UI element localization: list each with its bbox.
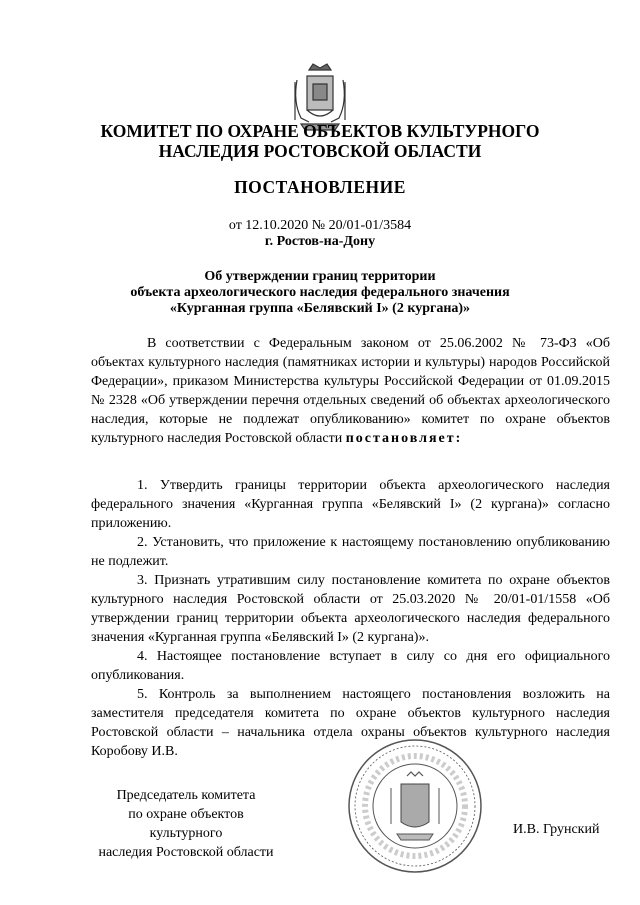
- city: г. Ростов-на-Дону: [264, 234, 376, 249]
- document-subject: [0, 269, 640, 317]
- document-type: ПОСТАНОВЛЕНИЕ: [234, 177, 406, 197]
- preamble-text: В соответствии с Федеральным законом от 25.06.2002 № 73-ФЗ «Об объектах культурного наследия (памятниках истории и культуры) народов Российской Федерации», приказом Министерства культуры Российской Федерации от 01.09.2015 № 2328 «Об утверждении перечня отдельных сведений об объектах археологического наследия, которые не подлежат опубликованию» комитет по охране объектов культурного наследия Ростовской области: [91, 336, 610, 446]
- committee-name: [0, 121, 640, 161]
- signer-position-line-3: наследия Ростовской области: [98, 845, 274, 860]
- decree-item-1: 1. Утвердить границы территории объекта археологического наследия федерального значения «Курганная группа «Белявский I» (2 кургана)» согласно приложению.: [91, 478, 610, 531]
- decree-item-2: 2. Установить, что приложение к настоящему постановлению опубликованию не подлежит.: [91, 535, 610, 569]
- signer-name: И.В. Грунский: [513, 822, 600, 837]
- decree-item-3: 3. Признать утратившим силу постановление комитета по охране объектов культурного наследия Ростовской области от 25.03.2020 № 20/01-01/1558 «Об утверждении границ территории объекта археологического наследия федерального значения «Курганная группа «Белявский I» (2 кургана)».: [91, 573, 610, 645]
- committee-line-1: КОМИТЕТ ПО ОХРАНЕ ОБЪЕКТОВ КУЛЬТУРНОГО: [100, 121, 540, 141]
- signer-position: [91, 786, 281, 862]
- signer-position-line-2: по охране объектов культурного: [128, 807, 244, 841]
- subject-line-3: «Курганная группа «Белявский I» (2 кургана)»: [169, 301, 471, 316]
- official-seal-icon: [345, 736, 485, 876]
- decree-item-4: 4. Настоящее постановление вступает в силу со дня его официального опубликования.: [91, 649, 610, 683]
- date-number: от 12.10.2020 № 20/01-01/3584: [228, 218, 412, 233]
- decree-items: [91, 476, 610, 761]
- preamble-paragraph: [91, 334, 610, 448]
- committee-line-2: НАСЛЕДИЯ РОСТОВСКОЙ ОБЛАСТИ: [158, 141, 482, 161]
- decree-word: постановляет:: [345, 431, 463, 446]
- signer-position-line-1: Председатель комитета: [116, 788, 256, 803]
- subject-line-2: объекта археологического наследия федерального значения: [130, 285, 510, 300]
- decree-item-5: 5. Контроль за выполнением настоящего постановления возложить на заместителя председателя комитета по охране объектов культурного наследия Ростовской области – начальника отдела охраны объектов культурного наследия Коробову И.В.: [91, 687, 610, 759]
- subject-line-1: Об утверждении границ территории: [204, 269, 436, 284]
